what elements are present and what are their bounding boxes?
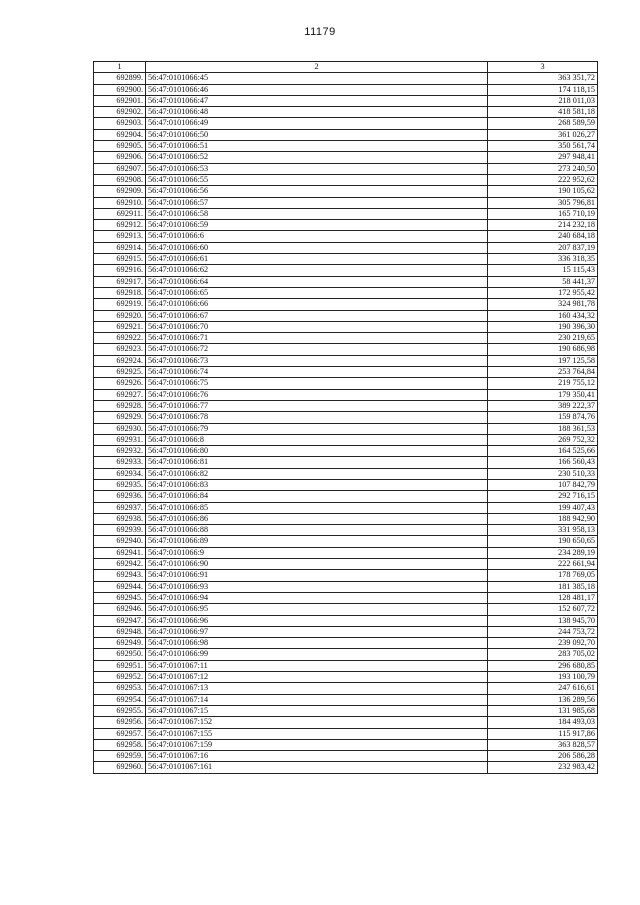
- value: 131 985,68: [488, 705, 598, 716]
- row-number: 692941.: [94, 547, 146, 558]
- table-body: [94, 73, 598, 773]
- table-row: [94, 287, 598, 298]
- table-row: [94, 592, 598, 603]
- row-number: 692904.: [94, 129, 146, 140]
- table-row: [94, 513, 598, 524]
- value: 283 705,02: [488, 649, 598, 660]
- table-row: [94, 174, 598, 185]
- table-row: [94, 446, 598, 457]
- cadastral-number: 56:47:0101066:81: [146, 457, 488, 468]
- value: 240 684,18: [488, 231, 598, 242]
- table-row: [94, 344, 598, 355]
- row-number: 692908.: [94, 174, 146, 185]
- table-row: [94, 254, 598, 265]
- table-row: [94, 310, 598, 321]
- row-number: 692920.: [94, 310, 146, 321]
- cadastral-number: 56:47:0101066:55: [146, 174, 488, 185]
- value: 190 686,98: [488, 344, 598, 355]
- row-number: 692950.: [94, 649, 146, 660]
- value: 269 752,32: [488, 434, 598, 445]
- table-row: [94, 321, 598, 332]
- row-number: 692939.: [94, 525, 146, 536]
- table-row: [94, 389, 598, 400]
- cadastral-number: 56:47:0101067:11: [146, 660, 488, 671]
- value: 361 026,27: [488, 129, 598, 140]
- value: 166 560,43: [488, 457, 598, 468]
- value: 350 561,74: [488, 141, 598, 152]
- row-number: 692923.: [94, 344, 146, 355]
- table-row: [94, 502, 598, 513]
- row-number: 692922.: [94, 333, 146, 344]
- row-number: 692942.: [94, 559, 146, 570]
- cadastral-number: 56:47:0101066:99: [146, 649, 488, 660]
- table-row: [94, 615, 598, 626]
- value: 336 318,35: [488, 254, 598, 265]
- table-row: [94, 728, 598, 739]
- table-row: [94, 468, 598, 479]
- row-number: 692914.: [94, 242, 146, 253]
- row-number: 692900.: [94, 84, 146, 95]
- cadastral-number: 56:47:0101066:46: [146, 84, 488, 95]
- cadastral-number: 56:47:0101066:78: [146, 412, 488, 423]
- row-number: 692928.: [94, 400, 146, 411]
- value: 389 222,37: [488, 400, 598, 411]
- value: 268 589,59: [488, 118, 598, 129]
- table-row: [94, 299, 598, 310]
- row-number: 692926.: [94, 378, 146, 389]
- cadastral-number: 56:47:0101066:67: [146, 310, 488, 321]
- row-number: 692915.: [94, 254, 146, 265]
- cadastral-number: 56:47:0101066:50: [146, 129, 488, 140]
- table-row: [94, 118, 598, 129]
- table-row: [94, 73, 598, 84]
- table-row: [94, 84, 598, 95]
- value: 128 481,17: [488, 592, 598, 603]
- row-number: 692918.: [94, 287, 146, 298]
- table-row: [94, 355, 598, 366]
- row-number: 692913.: [94, 231, 146, 242]
- cadastral-number: 56:47:0101066:8: [146, 434, 488, 445]
- cadastral-number: 56:47:0101066:93: [146, 581, 488, 592]
- cadastral-number: 56:47:0101066:97: [146, 626, 488, 637]
- row-number: 692903.: [94, 118, 146, 129]
- row-number: 692938.: [94, 513, 146, 524]
- value: 188 361,53: [488, 423, 598, 434]
- column-header-3: 3: [488, 62, 598, 73]
- cadastral-number: 56:47:0101066:49: [146, 118, 488, 129]
- cadastral-number: 56:47:0101066:70: [146, 321, 488, 332]
- table-row: [94, 412, 598, 423]
- cadastral-number: 56:47:0101066:52: [146, 152, 488, 163]
- value: 207 837,19: [488, 242, 598, 253]
- value: 138 945,70: [488, 615, 598, 626]
- cadastral-number: 56:47:0101067:16: [146, 751, 488, 762]
- row-number: 692945.: [94, 592, 146, 603]
- row-number: 692940.: [94, 536, 146, 547]
- value: 164 525,66: [488, 446, 598, 457]
- row-number: 692907.: [94, 163, 146, 174]
- cadastral-number: 56:47:0101066:72: [146, 344, 488, 355]
- value: 136 289,56: [488, 694, 598, 705]
- value: 331 958,13: [488, 525, 598, 536]
- table-row: [94, 638, 598, 649]
- registry-table: [93, 61, 598, 774]
- cadastral-number: 56:47:0101066:86: [146, 513, 488, 524]
- cadastral-number: 56:47:0101066:66: [146, 299, 488, 310]
- row-number: 692959.: [94, 751, 146, 762]
- table-row: [94, 672, 598, 683]
- row-number: 692931.: [94, 434, 146, 445]
- cadastral-number: 56:47:0101067:13: [146, 683, 488, 694]
- row-number: 692929.: [94, 412, 146, 423]
- value: 297 948,41: [488, 152, 598, 163]
- row-number: 692933.: [94, 457, 146, 468]
- row-number: 692912.: [94, 220, 146, 231]
- table-row: [94, 762, 598, 773]
- value: 219 755,12: [488, 378, 598, 389]
- cadastral-number: 56:47:0101066:88: [146, 525, 488, 536]
- cadastral-number: 56:47:0101066:75: [146, 378, 488, 389]
- cadastral-number: 56:47:0101066:64: [146, 276, 488, 287]
- value: 190 105,62: [488, 186, 598, 197]
- cadastral-number: 56:47:0101067:14: [146, 694, 488, 705]
- table-row: [94, 626, 598, 637]
- value: 296 680,85: [488, 660, 598, 671]
- cadastral-number: 56:47:0101066:51: [146, 141, 488, 152]
- value: 214 232,18: [488, 220, 598, 231]
- table-row: [94, 333, 598, 344]
- row-number: 692943.: [94, 570, 146, 581]
- cadastral-number: 56:47:0101066:47: [146, 95, 488, 106]
- table-row: [94, 400, 598, 411]
- cadastral-number: 56:47:0101066:9: [146, 547, 488, 558]
- table-row: [94, 129, 598, 140]
- value: 230 219,65: [488, 333, 598, 344]
- cadastral-number: 56:47:0101067:15: [146, 705, 488, 716]
- table-row: [94, 242, 598, 253]
- cadastral-number: 56:47:0101066:57: [146, 197, 488, 208]
- value: 273 240,50: [488, 163, 598, 174]
- value: 292 716,15: [488, 491, 598, 502]
- cadastral-number: 56:47:0101067:159: [146, 739, 488, 750]
- cadastral-number: 56:47:0101066:90: [146, 559, 488, 570]
- value: 222 661,94: [488, 559, 598, 570]
- page-number: 11179: [304, 26, 336, 38]
- table-row: [94, 717, 598, 728]
- cadastral-number: 56:47:0101066:73: [146, 355, 488, 366]
- value: 418 581,18: [488, 107, 598, 118]
- row-number: 692953.: [94, 683, 146, 694]
- value: 178 769,05: [488, 570, 598, 581]
- table-row: [94, 186, 598, 197]
- row-number: 692902.: [94, 107, 146, 118]
- row-number: 692954.: [94, 694, 146, 705]
- row-number: 692944.: [94, 581, 146, 592]
- table-row: [94, 423, 598, 434]
- table-row: [94, 141, 598, 152]
- table-row: [94, 107, 598, 118]
- row-number: 692934.: [94, 468, 146, 479]
- cadastral-number: 56:47:0101066:89: [146, 536, 488, 547]
- value: 58 441,37: [488, 276, 598, 287]
- value: 115 917,86: [488, 728, 598, 739]
- row-number: 692948.: [94, 626, 146, 637]
- table-header-row: [94, 62, 598, 73]
- cadastral-number: 56:47:0101066:60: [146, 242, 488, 253]
- row-number: 692911.: [94, 208, 146, 219]
- row-number: 692921.: [94, 321, 146, 332]
- value: 218 011,03: [488, 95, 598, 106]
- value: 190 396,30: [488, 321, 598, 332]
- row-number: 692901.: [94, 95, 146, 106]
- row-number: 692932.: [94, 446, 146, 457]
- value: 15 115,43: [488, 265, 598, 276]
- cadastral-number: 56:47:0101066:56: [146, 186, 488, 197]
- table-row: [94, 479, 598, 490]
- cadastral-number: 56:47:0101066:95: [146, 604, 488, 615]
- row-number: 692957.: [94, 728, 146, 739]
- cadastral-number: 56:47:0101066:85: [146, 502, 488, 513]
- cadastral-number: 56:47:0101067:12: [146, 672, 488, 683]
- table-row: [94, 570, 598, 581]
- row-number: 692949.: [94, 638, 146, 649]
- row-number: 692899.: [94, 73, 146, 84]
- column-header-2: 2: [146, 62, 488, 73]
- table-row: [94, 559, 598, 570]
- cadastral-number: 56:47:0101066:76: [146, 389, 488, 400]
- table-row: [94, 683, 598, 694]
- table-row: [94, 457, 598, 468]
- row-number: 692960.: [94, 762, 146, 773]
- value: 305 796,81: [488, 197, 598, 208]
- row-number: 692909.: [94, 186, 146, 197]
- cadastral-number: 56:47:0101066:45: [146, 73, 488, 84]
- row-number: 692927.: [94, 389, 146, 400]
- table-row: [94, 660, 598, 671]
- table-row: [94, 208, 598, 219]
- cadastral-number: 56:47:0101066:59: [146, 220, 488, 231]
- value: 179 350,41: [488, 389, 598, 400]
- cadastral-number: 56:47:0101066:83: [146, 479, 488, 490]
- cadastral-number: 56:47:0101066:91: [146, 570, 488, 581]
- cadastral-number: 56:47:0101066:6: [146, 231, 488, 242]
- cadastral-number: 56:47:0101066:94: [146, 592, 488, 603]
- value: 197 125,58: [488, 355, 598, 366]
- value: 234 289,19: [488, 547, 598, 558]
- table-row: [94, 525, 598, 536]
- row-number: 692935.: [94, 479, 146, 490]
- table-row: [94, 265, 598, 276]
- value: 244 753,72: [488, 626, 598, 637]
- table-row: [94, 604, 598, 615]
- value: 107 842,79: [488, 479, 598, 490]
- value: 206 586,28: [488, 751, 598, 762]
- value: 247 616,61: [488, 683, 598, 694]
- table-row: [94, 197, 598, 208]
- cadastral-number: 56:47:0101066:82: [146, 468, 488, 479]
- value: 363 351,72: [488, 73, 598, 84]
- value: 181 385,18: [488, 581, 598, 592]
- value: 230 510,33: [488, 468, 598, 479]
- table-row: [94, 581, 598, 592]
- column-header-1: 1: [94, 62, 146, 73]
- table-row: [94, 231, 598, 242]
- value: 232 983,42: [488, 762, 598, 773]
- row-number: 692958.: [94, 739, 146, 750]
- table-row: [94, 163, 598, 174]
- row-number: 692937.: [94, 502, 146, 513]
- value: 363 828,57: [488, 739, 598, 750]
- table-row: [94, 649, 598, 660]
- row-number: 692947.: [94, 615, 146, 626]
- row-number: 692925.: [94, 367, 146, 378]
- cadastral-number: 56:47:0101066:84: [146, 491, 488, 502]
- row-number: 692955.: [94, 705, 146, 716]
- value: 239 092,70: [488, 638, 598, 649]
- table-row: [94, 694, 598, 705]
- row-number: 692951.: [94, 660, 146, 671]
- table-row: [94, 536, 598, 547]
- value: 172 955,42: [488, 287, 598, 298]
- table-row: [94, 705, 598, 716]
- value: 184 493,03: [488, 717, 598, 728]
- value: 193 100,79: [488, 672, 598, 683]
- table-row: [94, 95, 598, 106]
- row-number: 692905.: [94, 141, 146, 152]
- cadastral-number: 56:47:0101066:71: [146, 333, 488, 344]
- cadastral-number: 56:47:0101066:74: [146, 367, 488, 378]
- cadastral-number: 56:47:0101066:61: [146, 254, 488, 265]
- cadastral-number: 56:47:0101066:96: [146, 615, 488, 626]
- cadastral-number: 56:47:0101066:58: [146, 208, 488, 219]
- cadastral-number: 56:47:0101066:80: [146, 446, 488, 457]
- table-row: [94, 739, 598, 750]
- value: 160 434,32: [488, 310, 598, 321]
- row-number: 692910.: [94, 197, 146, 208]
- cadastral-number: 56:47:0101067:152: [146, 717, 488, 728]
- cadastral-number: 56:47:0101066:77: [146, 400, 488, 411]
- table-row: [94, 378, 598, 389]
- table-row: [94, 152, 598, 163]
- table-row: [94, 751, 598, 762]
- table-row: [94, 276, 598, 287]
- cadastral-number: 56:47:0101066:98: [146, 638, 488, 649]
- value: 152 607,72: [488, 604, 598, 615]
- row-number: 692956.: [94, 717, 146, 728]
- value: 188 942,90: [488, 513, 598, 524]
- cadastral-number: 56:47:0101066:48: [146, 107, 488, 118]
- row-number: 692919.: [94, 299, 146, 310]
- value: 324 981,78: [488, 299, 598, 310]
- row-number: 692930.: [94, 423, 146, 434]
- table-row: [94, 367, 598, 378]
- value: 253 764,84: [488, 367, 598, 378]
- row-number: 692916.: [94, 265, 146, 276]
- value: 159 874,76: [488, 412, 598, 423]
- table-row: [94, 547, 598, 558]
- cadastral-number: 56:47:0101066:65: [146, 287, 488, 298]
- value: 222 952,62: [488, 174, 598, 185]
- cadastral-number: 56:47:0101067:155: [146, 728, 488, 739]
- value: 190 650,65: [488, 536, 598, 547]
- row-number: 692924.: [94, 355, 146, 366]
- row-number: 692946.: [94, 604, 146, 615]
- row-number: 692917.: [94, 276, 146, 287]
- cadastral-number: 56:47:0101066:79: [146, 423, 488, 434]
- table-row: [94, 220, 598, 231]
- cadastral-number: 56:47:0101067:161: [146, 762, 488, 773]
- value: 174 118,15: [488, 84, 598, 95]
- table-row: [94, 434, 598, 445]
- cadastral-number: 56:47:0101066:53: [146, 163, 488, 174]
- row-number: 692906.: [94, 152, 146, 163]
- row-number: 692952.: [94, 672, 146, 683]
- table-row: [94, 491, 598, 502]
- row-number: 692936.: [94, 491, 146, 502]
- value: 165 710,19: [488, 208, 598, 219]
- value: 199 407,43: [488, 502, 598, 513]
- cadastral-number: 56:47:0101066:62: [146, 265, 488, 276]
